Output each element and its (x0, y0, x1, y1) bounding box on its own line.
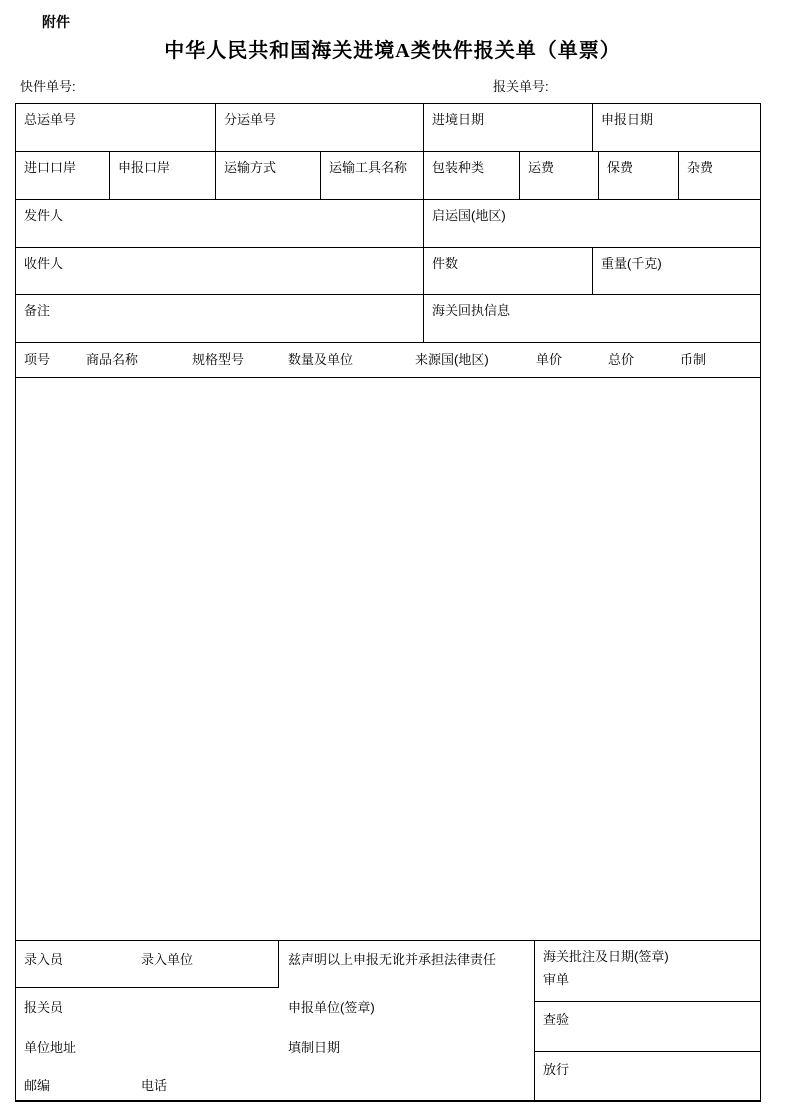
transport-tool-name-cell: 运输工具名称 (320, 151, 424, 200)
goods-col-name: 商品名称 (86, 352, 139, 367)
postcode-label: 邮编 (24, 1078, 51, 1093)
package-type-cell: 包装种类 (423, 151, 520, 200)
goods-col-currency: 币制 (680, 352, 707, 367)
entry-clerk-label: 录入员 (24, 952, 64, 967)
declaration-statement: 兹声明以上申报无讹并承担法律责任 (288, 952, 497, 967)
house-waybill-cell: 分运单号 (215, 103, 424, 152)
fill-date-label: 填制日期 (288, 1040, 341, 1055)
phone-label: 电话 (141, 1078, 168, 1093)
goods-col-total-price: 总价 (608, 352, 635, 367)
declarant-label: 报关员 (24, 1000, 64, 1015)
declare-unit-seal-label: 申报单位(签章) (288, 1000, 375, 1015)
attachment-label: 附件 (42, 14, 70, 30)
table-bottom-border (15, 1100, 761, 1102)
origin-country-cell: 启运国(地区) (423, 199, 761, 248)
form-title: 中华人民共和国海关进境A类快件报关单（单票） (164, 40, 621, 62)
goods-col-item-no: 项号 (24, 352, 51, 367)
goods-header-row (15, 342, 761, 378)
remarks-cell: 备注 (15, 294, 424, 343)
goods-col-unit-price: 单价 (536, 352, 563, 367)
freight-cell: 运费 (519, 151, 599, 200)
declare-date-cell: 申报日期 (592, 103, 761, 152)
entry-clerk-cell (15, 940, 279, 988)
inspection-cell: 查验 (534, 1001, 761, 1052)
goods-col-spec: 规格型号 (192, 352, 245, 367)
receiver-cell: 收件人 (15, 247, 424, 295)
declaration-no-label: 报关单号: (493, 79, 549, 94)
goods-col-qty-unit: 数量及单位 (288, 352, 354, 367)
customs-receipt-info-cell: 海关回执信息 (423, 294, 761, 343)
release-cell: 放行 (534, 1051, 761, 1102)
goods-col-source-country: 来源国(地区) (415, 352, 489, 367)
declare-port-cell: 申报口岸 (109, 151, 216, 200)
sender-cell: 发件人 (15, 199, 424, 248)
master-waybill-cell: 总运单号 (15, 103, 216, 152)
piece-count-cell: 件数 (423, 247, 593, 295)
express-no-label: 快件单号: (20, 79, 76, 94)
review-doc-label: 审单 (543, 971, 570, 987)
entry-date-cell: 进境日期 (423, 103, 593, 152)
entry-unit-label: 录入单位 (141, 952, 194, 967)
insurance-fee-cell: 保费 (598, 151, 679, 200)
weight-cell: 重量(千克) (592, 247, 761, 295)
customs-notes-cell (534, 940, 761, 1002)
transport-mode-cell: 运输方式 (215, 151, 321, 200)
goods-items-area (15, 377, 761, 941)
misc-fee-cell: 杂费 (678, 151, 761, 200)
customs-notes-date-label: 海关批注及日期(签章) (543, 949, 669, 964)
unit-address-label: 单位地址 (24, 1040, 77, 1055)
import-port-cell: 进口口岸 (15, 151, 110, 200)
